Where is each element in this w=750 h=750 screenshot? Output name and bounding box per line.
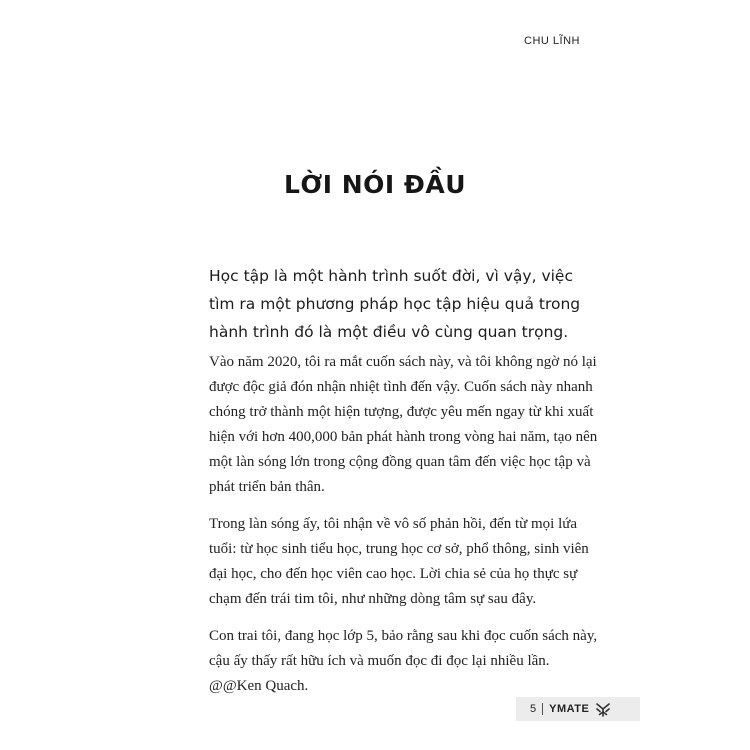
ymate-logo-icon (595, 701, 611, 717)
paragraph-3: Con trai tôi, đang học lớp 5, bảo rằng sau khi đọc cuốn sách này, cậu ấy thấy rất hữu ích và muốn đọc đi đọc lại nhiều lần. @@Ken Quach. (209, 628, 598, 694)
footer-divider (542, 703, 543, 715)
paragraph-2: Trong làn sóng ấy, tôi nhận về vô số phản hồi, đến từ mọi lứa tuổi: từ học sinh tiểu học, trung học cơ sở, phổ thông, sinh viên đại học, cho đến học viên cao học. Lời chia sẻ của họ thực sự chạm đến trái tim tôi, như những dòng tâm sự sau đây. (209, 516, 589, 607)
page-footer (516, 697, 640, 721)
running-header-author: CHU LĨNH (524, 35, 580, 47)
paragraph-1: Vào năm 2020, tôi ra mắt cuốn sách này, và tôi không ngờ nó lại được độc giả đón nhận nhiệt tình đến vậy. Cuốn sách này nhanh chóng trở thành một hiện tượng, được yêu mến ngay từ khi xuất hiện với hơn 400,000 bản phát hành trong vòng hai năm, tạo nên một làn sóng lớn trong cộng đồng quan tâm đến việc học tập và phát triển bản thân. (209, 354, 598, 495)
brand-name: YMATE (549, 703, 590, 715)
lead-paragraph: Học tập là một hành trình suốt đời, vì vậy, việc tìm ra một phương pháp học tập hiệu quả trong hành trình đó là một điều vô cùng quan trọng. (209, 267, 581, 341)
chapter-title: LỜI NÓI ĐẦU (283, 170, 467, 199)
page-number: 5 (530, 703, 537, 715)
body-text (209, 350, 601, 711)
